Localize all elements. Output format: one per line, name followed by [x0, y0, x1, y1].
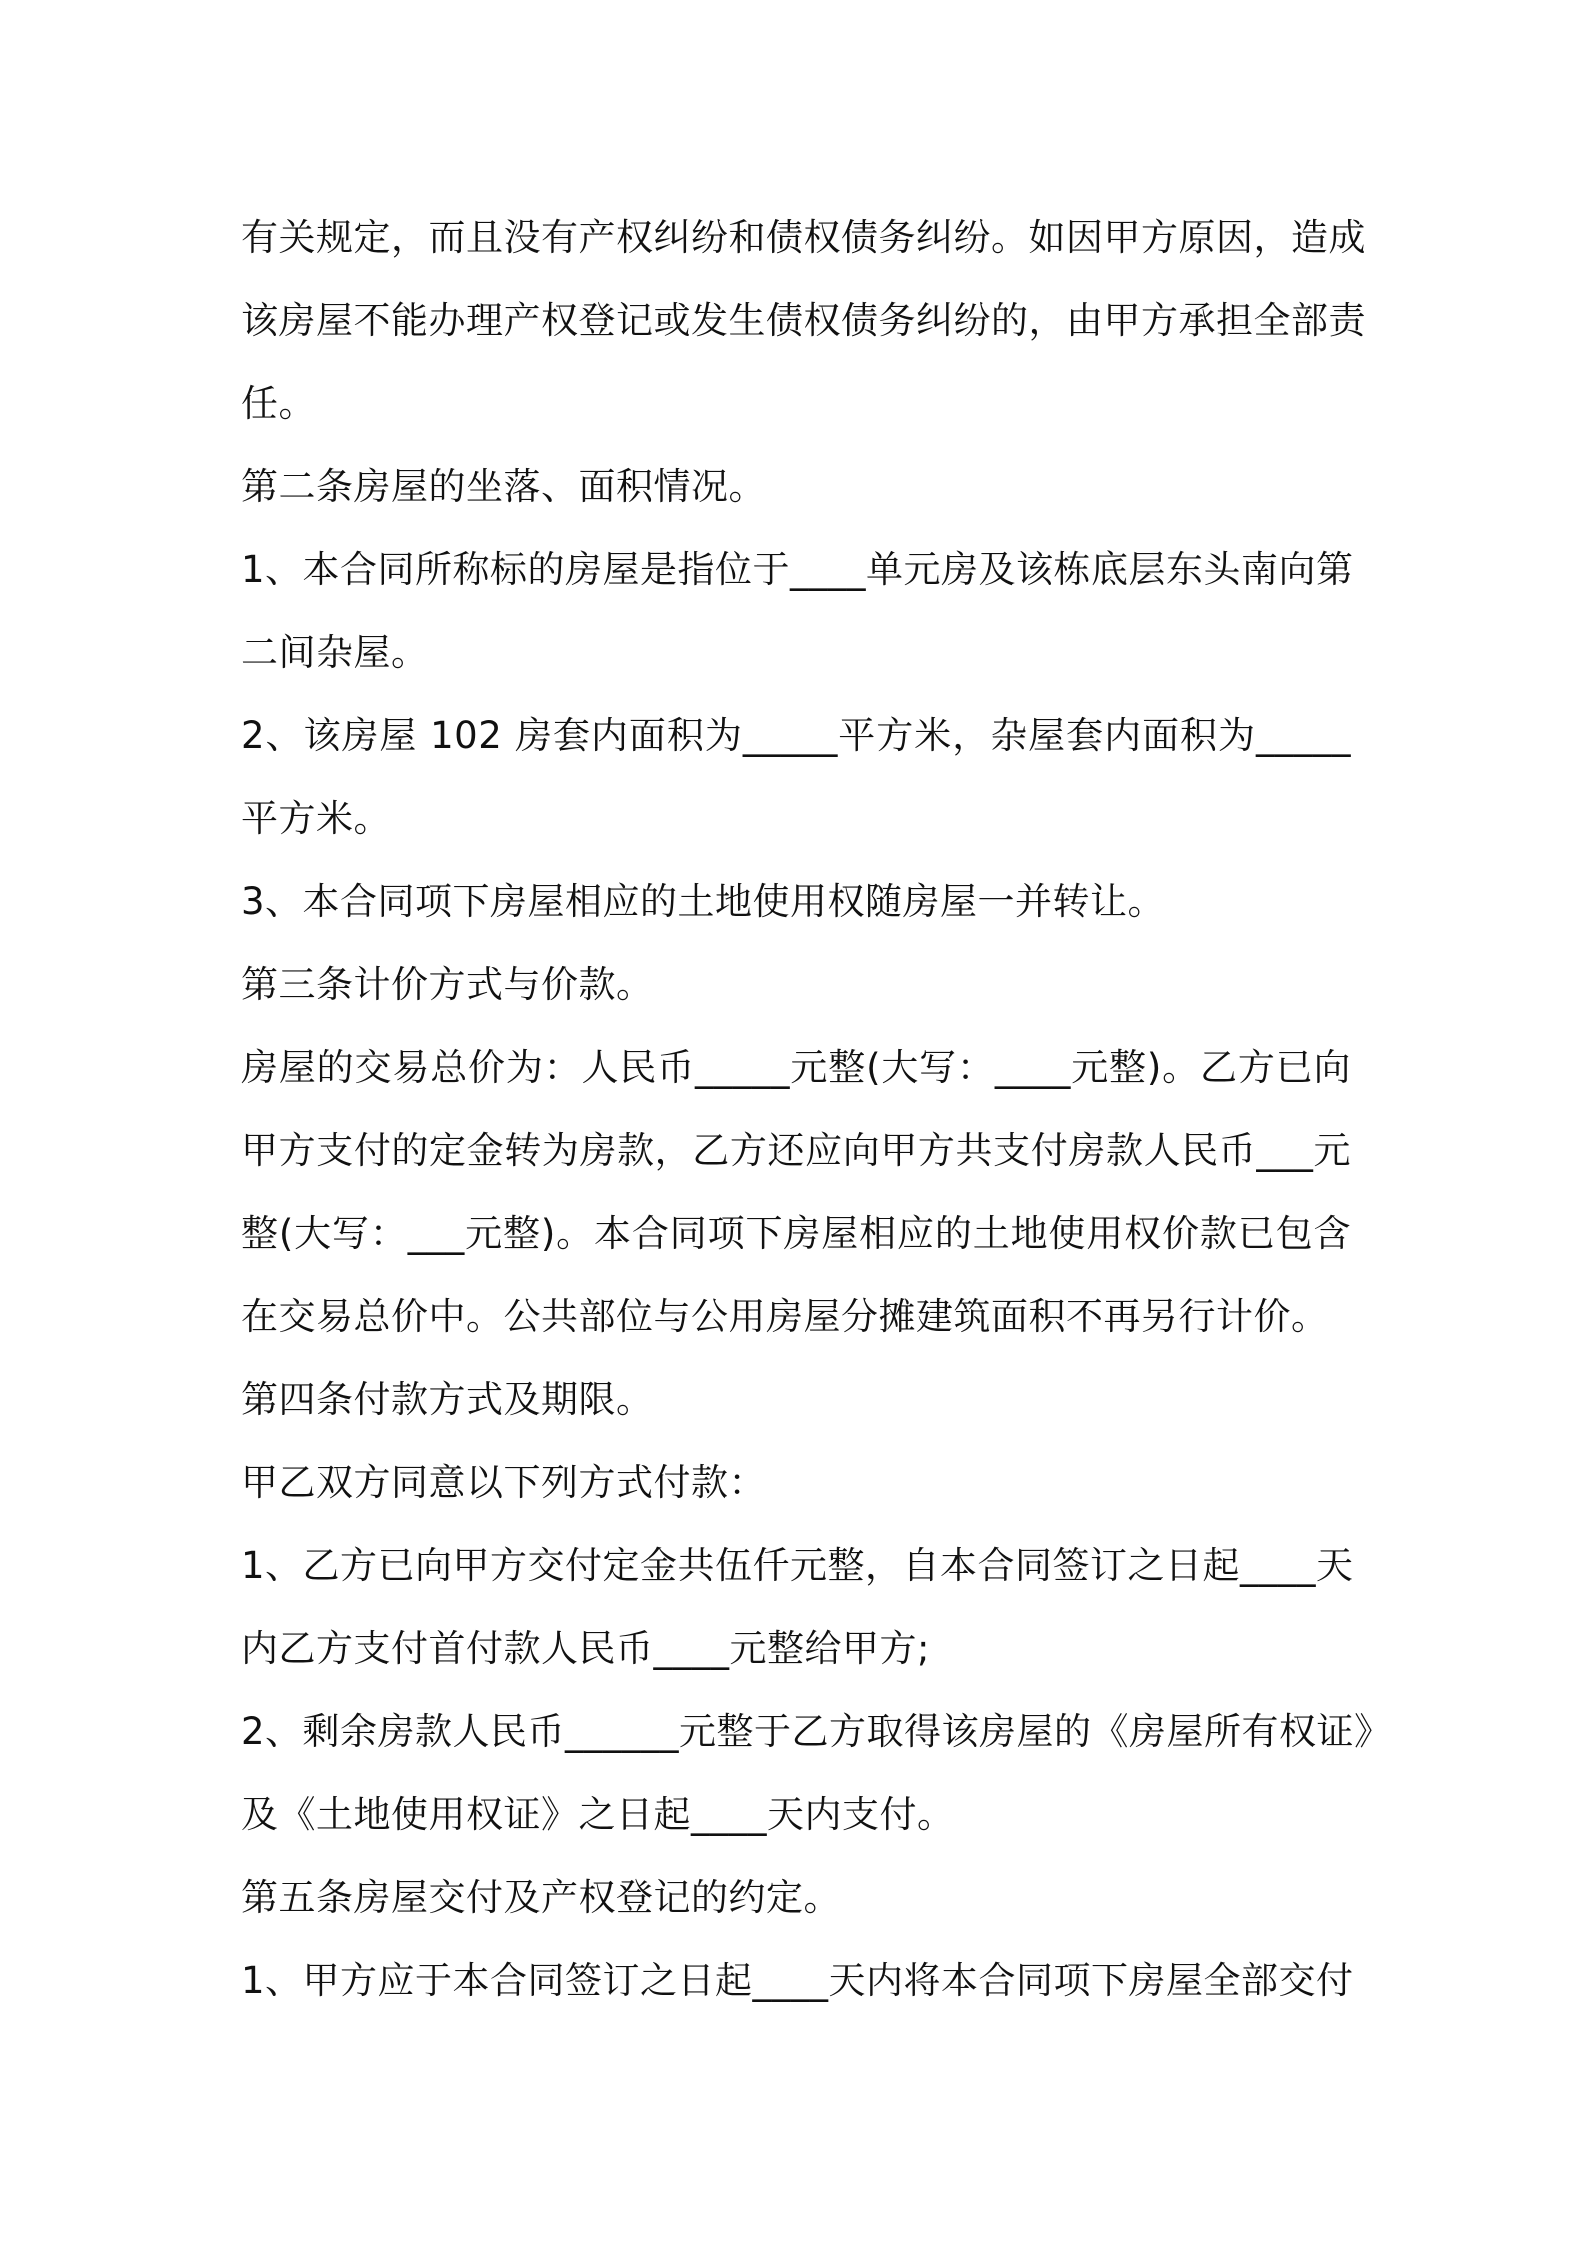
- text-line: 整(大写：___元整)。本合同项下房屋相应的土地使用权价款已包含: [241, 1212, 1351, 1255]
- text-line: 2、剩余房款人民币______元整于乙方取得该房屋的《房屋所有权证》: [241, 1710, 1392, 1753]
- text-line: 3、本合同项下房屋相应的土地使用权随房屋一并转让。: [241, 880, 1166, 923]
- text-line: 1、本合同所称标的房屋是指位于____单元房及该栋底层东头南向第: [241, 548, 1354, 591]
- text-line: 1、甲方应于本合同签订之日起____天内将本合同项下房屋全部交付: [241, 1959, 1354, 2002]
- text-line: 第三条计价方式与价款。: [241, 963, 654, 1006]
- text-line: 甲方支付的定金转为房款，乙方还应向甲方共支付房款人民币___元: [241, 1129, 1351, 1172]
- text-line: 1、乙方已向甲方交付定金共伍仟元整，自本合同签订之日起____天: [241, 1544, 1354, 1587]
- text-line: 在交易总价中。公共部位与公用房屋分摊建筑面积不再另行计价。: [241, 1295, 1329, 1338]
- contract-text-body: [241, 196, 1392, 2022]
- text-line: 平方米。: [241, 797, 391, 840]
- text-line: 房屋的交易总价为：人民币_____元整(大写：____元整)。乙方已向: [241, 1046, 1351, 1089]
- text-line: 及《土地使用权证》之日起____天内支付。: [241, 1793, 955, 1836]
- text-line: 2、该房屋 102 房套内面积为_____平方米，杂屋套内面积为_____: [241, 714, 1351, 757]
- text-line: 内乙方支付首付款人民币____元整给甲方;: [241, 1627, 930, 1670]
- text-line: 有关规定，而且没有产权纠纷和债权债务纠纷。如因甲方原因，造成: [241, 216, 1366, 259]
- text-line: 甲乙双方同意以下列方式付款：: [241, 1461, 766, 1504]
- text-line: 第五条房屋交付及产权登记的约定。: [241, 1876, 841, 1919]
- text-line: 二间杂屋。: [241, 631, 429, 674]
- text-line: 第四条付款方式及期限。: [241, 1378, 654, 1421]
- text-line: 任。: [241, 382, 316, 425]
- text-line: 该房屋不能办理产权登记或发生债权债务纠纷的，由甲方承担全部责: [241, 299, 1366, 342]
- text-line: 第二条房屋的坐落、面积情况。: [241, 465, 766, 508]
